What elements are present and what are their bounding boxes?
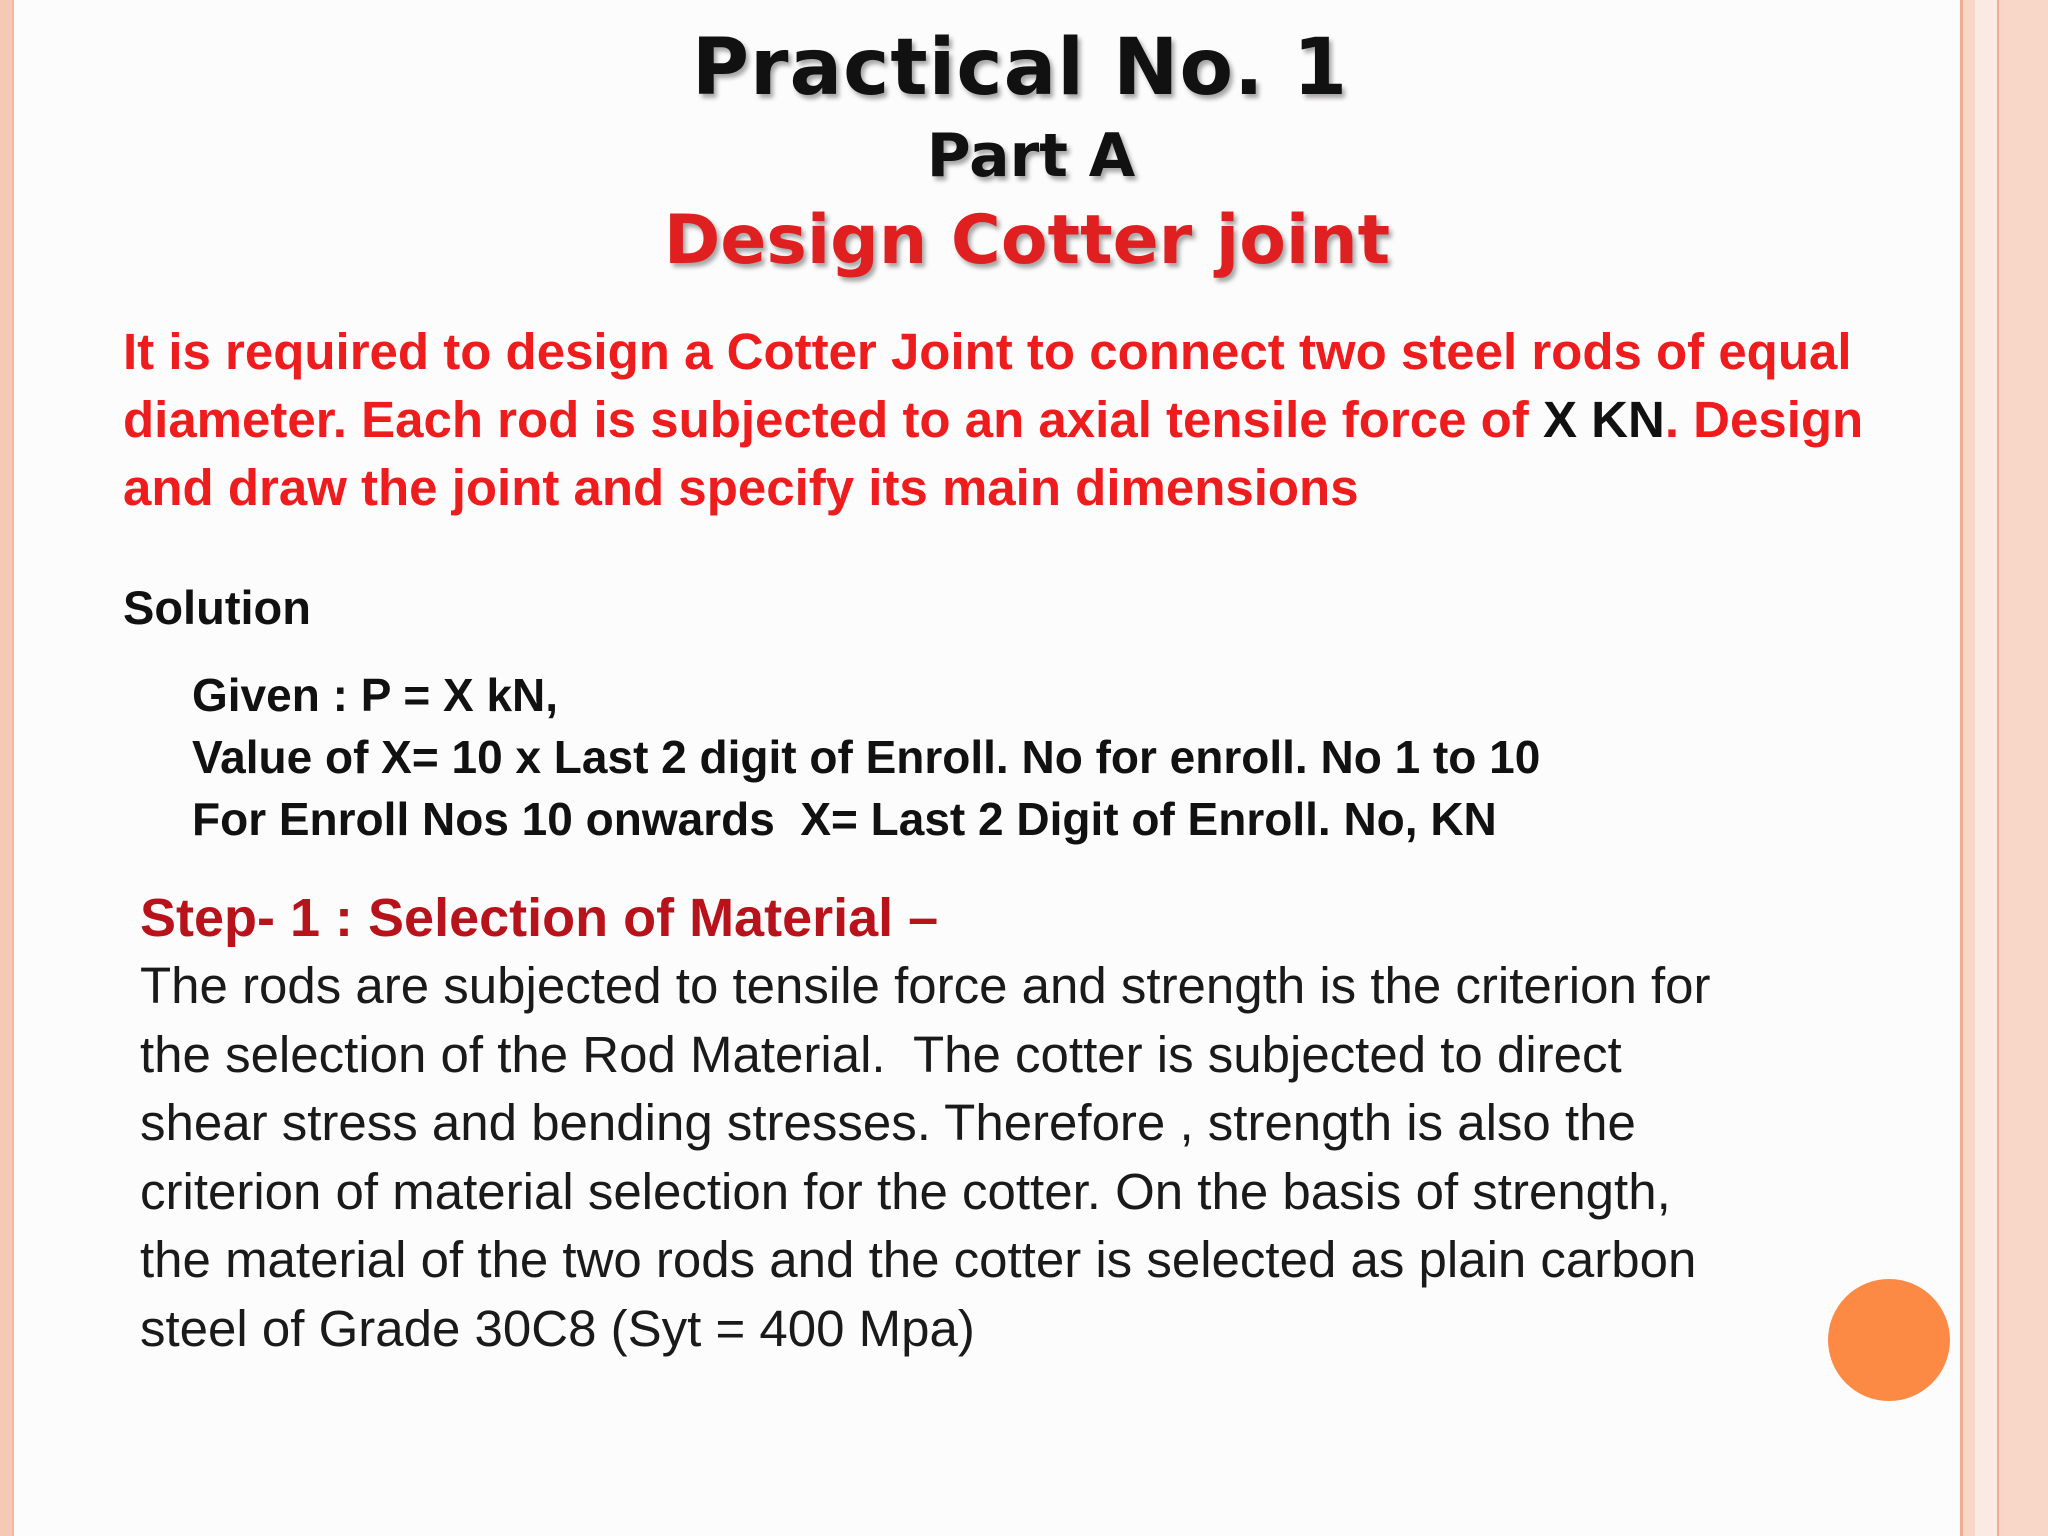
decorative-orange-circle bbox=[1828, 1279, 1950, 1401]
solution-heading: Solution bbox=[123, 581, 311, 634]
slide-subtitle-part: Part A bbox=[926, 121, 1136, 191]
given-line: Given : P = X kN, bbox=[192, 669, 559, 721]
right-border-line-inner bbox=[1997, 0, 1999, 1536]
right-border-inner-strip bbox=[1975, 0, 1997, 1536]
step-body-line: steel of Grade 30C8 (Syt = 400 Mpa) bbox=[140, 1299, 975, 1357]
step-body-line: criterion of material selection for the cotter. On the basis of strength, bbox=[140, 1162, 1671, 1220]
step-body-line: shear stress and bending stresses. Therefore , strength is also the bbox=[140, 1094, 1636, 1151]
problem-text-part-2: . Design and draw the joint and specify its main dimensions bbox=[123, 391, 1864, 516]
slide-topic: Design Cotter joint bbox=[663, 201, 1391, 280]
step-1-body bbox=[140, 952, 1940, 1363]
title-block bbox=[560, 20, 1480, 286]
slide-title: Practical No. 1 bbox=[691, 23, 1349, 113]
left-border-line bbox=[12, 0, 14, 1536]
problem-text-part-1: It is required to design a Cotter Joint to connect two steel rods of equal diameter. Each rod is subjected to an axial tensile force of bbox=[123, 323, 1852, 448]
step-body-line: the selection of the Rod Material. The cotter is subjected to direct bbox=[140, 1025, 1622, 1083]
step-body-line: the material of the two rods and the cotter is selected as plain carbon bbox=[140, 1231, 1697, 1288]
problem-force-value: X KN bbox=[1542, 391, 1665, 448]
given-line: Value of X= 10 x Last 2 digit of Enroll. No for enroll. No 1 to 10 bbox=[192, 731, 1541, 783]
step-1-heading: Step- 1 : Selection of Material – bbox=[140, 888, 939, 948]
step-1-block bbox=[140, 884, 1940, 1363]
given-block bbox=[192, 664, 1892, 850]
problem-statement bbox=[123, 318, 1923, 522]
step-body-line: The rods are subjected to tensile force and strength is the criterion for bbox=[140, 957, 1711, 1014]
given-line: For Enroll Nos 10 onwards X= Last 2 Digit of Enroll. No, KN bbox=[192, 793, 1497, 845]
left-border bbox=[0, 0, 12, 1536]
